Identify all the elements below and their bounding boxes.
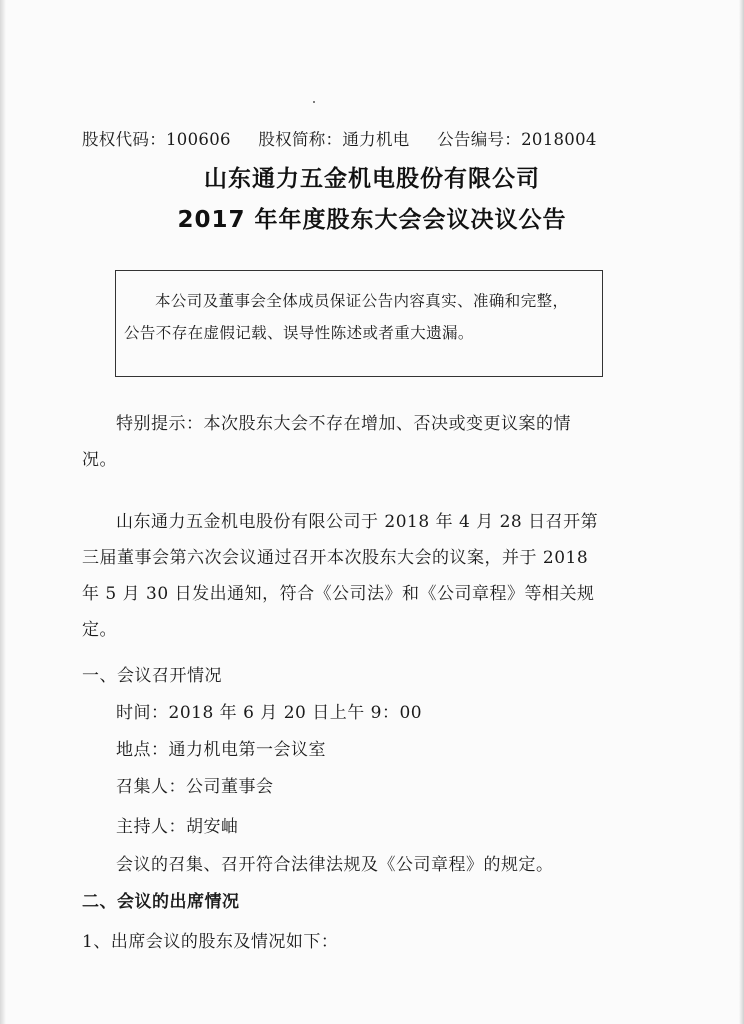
scan-edge — [739, 0, 744, 1024]
meeting-time: 时间：2018 年 6 月 20 日上午 9：00 — [116, 703, 423, 723]
meeting-convener: 召集人：公司董事会 — [116, 777, 274, 797]
disclaimer-line: 本公司及董事会全体成员保证公告内容真实、准确和完整， — [155, 292, 569, 310]
scan-edge — [0, 0, 6, 1024]
stock-name: 股权简称：通力机电 — [258, 130, 410, 149]
stock-code: 股权代码：100606 — [82, 130, 231, 149]
disclaimer-line: 公告不存在虚假记载、误导性陈述或者重大遗漏。 — [124, 324, 474, 342]
intro-line: 年 5 月 30 日发出通知，符合《公司法》和《公司章程》等相关规 — [82, 584, 595, 604]
announcement-header — [82, 126, 662, 150]
company-title: 山东通力五金机电股份有限公司 — [204, 166, 540, 192]
section-2-sub-1: 1、出席会议的股东及情况如下： — [82, 932, 339, 952]
meeting-place: 地点：通力机电第一会议室 — [116, 740, 326, 760]
scan-speck — [313, 101, 315, 103]
intro-line: 定。 — [82, 620, 117, 640]
special-tip-line: 况。 — [82, 450, 117, 470]
special-tip-line: 特别提示：本次股东大会不存在增加、否决或变更议案的情 — [116, 414, 571, 434]
section-2-heading: 二、会议的出席情况 — [82, 892, 240, 912]
meeting-host: 主持人：胡安岫 — [116, 817, 239, 837]
meeting-compliance: 会议的召集、召开符合法律法规及《公司章程》的规定。 — [116, 855, 554, 875]
notice-number: 公告编号：2018004 — [437, 130, 597, 149]
section-1-heading: 一、会议召开情况 — [82, 666, 222, 686]
intro-paragraph — [82, 504, 662, 648]
intro-line: 三届董事会第六次会议通过召开本次股东大会的议案，并于 2018 — [82, 548, 589, 568]
special-tip — [82, 406, 662, 478]
disclaimer-box — [115, 270, 603, 377]
announcement-title: 2017 年年度股东大会会议决议公告 — [177, 207, 567, 233]
intro-line: 山东通力五金机电股份有限公司于 2018 年 4 月 28 日召开第 — [116, 512, 599, 532]
